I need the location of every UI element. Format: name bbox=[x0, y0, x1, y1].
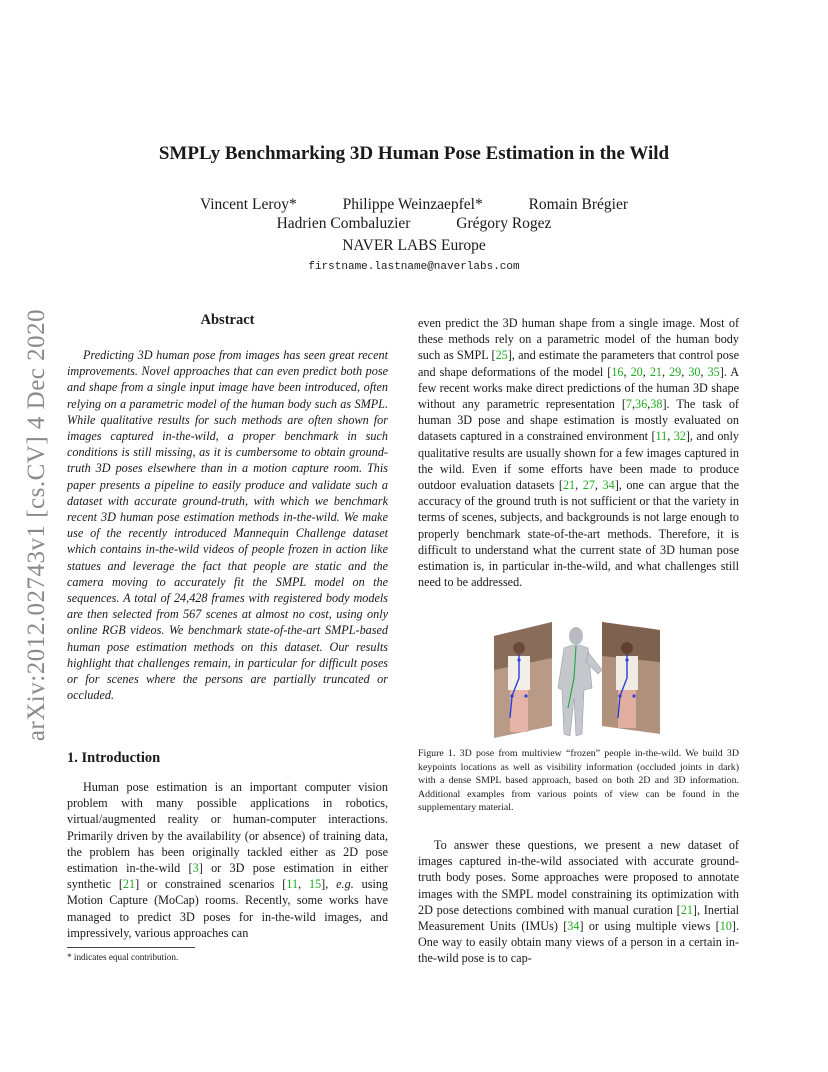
citation-link[interactable]: 10 bbox=[719, 919, 732, 934]
body-paragraph: even predict the 3D human shape from a single image. Most of these methods rely on a parametric model of the human body such as SMPL [25], and estimate the parameters that control pose and shape deformations of the model [16, 20, 21, 29, 30, 35]. A few recent works make direct predictions of the human 3D shape without any parametric representation [7,36,38]. The task of human 3D pose and shape estimation is mostly evaluated on datasets captured in a constrained environment [11, 32], and only qualitative results are usually shown for a few images captured in the wild. Even if some efforts have been made to produce outdoor evaluation datasets [21, 27, 34], one can argue that the accuracy of the ground truth is not sufficient or that the variety in terms of scenes, subjects, and backgrounds is not large enough to properly benchmark state-of-the-art methods. Therefore, it is difficult to understand what the current state of 3D human pose estimation is, in particular in-the-wild, and what challenges still need to be addressed. bbox=[418, 316, 740, 590]
authors-line-1 bbox=[0, 196, 828, 214]
citation-link[interactable]: 29 bbox=[669, 364, 682, 379]
arxiv-id: arXiv:2012.02743v1 [cs.CV] 4 Dec 2020 bbox=[23, 308, 50, 742]
arxiv-sidebar-stamp bbox=[22, 290, 52, 760]
paper-title: SMPLy Benchmarking 3D Human Pose Estimation in the Wild bbox=[158, 143, 670, 164]
left-photo bbox=[494, 622, 552, 738]
citation-link[interactable]: 21 bbox=[122, 877, 136, 892]
citation-link[interactable]: 32 bbox=[673, 429, 686, 444]
citation-link[interactable]: 3 bbox=[192, 861, 199, 876]
right-column-top-text bbox=[418, 315, 739, 590]
citation-link[interactable]: 27 bbox=[582, 478, 595, 493]
citation-link[interactable]: 20 bbox=[630, 364, 643, 379]
citation-link[interactable]: 30 bbox=[688, 364, 701, 379]
right-column-bottom-text bbox=[418, 837, 739, 967]
intro-paragraph: Human pose estimation is an important computer vision problem with many possible applications in robotics, virtual/augmented reality or human-computer interactions. Primarily driven by the availability (or absence) of training data, the problem has been originally tackled either as 2D pose estimation in-the-wild [3] or 3D pose estimation in either synthetic [21] or constrained scenarios [11, 15], e.g. using Motion Capture (MoCap) rooms. Recently, some works have managed to predict 3D poses for in-the-wild images, and impressively, various approaches can bbox=[67, 780, 389, 940]
center-mesh bbox=[558, 627, 602, 736]
citation-link[interactable]: 34 bbox=[567, 919, 580, 934]
intro-text bbox=[67, 779, 388, 941]
abstract-paragraph: Predicting 3D human pose from images has seen great recent improvements. Novel approaches that can even predict both pose and shape from a single input image have been introduced, often relying on a parametric model of the human body such as SMPL. While qualitative results for such methods are often shown for images captured in-the-wild, a proper benchmark in such conditions is still missing, as it is cumbersome to obtain ground-truth 3D poses elsewhere than in a motion capture room. This paper presents a pipeline to easily produce and validate such a dataset with accurate ground-truth, with which we benchmark recent 3D human pose estimation methods in-the-wild. We make use of the recently introduced Mannequin Challenge dataset which contains in-the-wild videos of people frozen in action like statues and leverage the fact that people are static and the camera moving to accurately fit the SMPL model on the sequences. A total of 24,428 frames with registered body models are then selected from 567 scenes at almost no cost, using only online RGB videos. We benchmark state-of-the-art SMPL-based human pose estimation methods on this dataset. Our results highlight that challenges remain, in particular for difficult poses or for scenes where the persons are partially truncated or occluded. bbox=[67, 348, 388, 703]
author: Hadrien Combaluzier bbox=[276, 215, 411, 232]
author: Romain Brégier bbox=[528, 196, 629, 213]
figure-1-caption: Figure 1. 3D pose from multiview “frozen” people in-the-wild. We build 3D keypoints locations as well as visibility information (occluded joints in dark) with a dense SMPL based approach, based on both 2D and 3D information. Additional examples from various points of view can be found in the supplementary material. bbox=[418, 748, 739, 814]
abstract-text bbox=[67, 347, 388, 703]
citation-link[interactable]: 34 bbox=[602, 478, 615, 493]
citation-link[interactable]: 38 bbox=[650, 397, 663, 412]
footnote-rule bbox=[67, 947, 195, 948]
abstract-heading: Abstract bbox=[200, 312, 255, 328]
citation-link[interactable]: 21 bbox=[680, 902, 693, 917]
affiliation: NAVER LABS Europe bbox=[342, 237, 486, 254]
author-email: firstname.lastname@naverlabs.com bbox=[308, 261, 520, 273]
footnote: * indicates equal contribution. bbox=[67, 952, 179, 962]
citation-link[interactable]: 25 bbox=[495, 348, 508, 363]
citation-link[interactable]: 7 bbox=[625, 397, 632, 412]
intro-heading: 1. Introduction bbox=[67, 750, 161, 766]
author: Grégory Rogez bbox=[456, 215, 552, 232]
citation-link[interactable]: 15 bbox=[308, 877, 322, 892]
citation-link[interactable]: 35 bbox=[707, 364, 720, 379]
figure-1-image bbox=[490, 618, 662, 740]
citation-link[interactable]: 16 bbox=[611, 364, 624, 379]
authors-line-2 bbox=[0, 215, 828, 233]
citation-link[interactable]: 11 bbox=[655, 429, 668, 444]
citation-link[interactable]: 21 bbox=[649, 364, 662, 379]
body-paragraph: To answer these questions, we present a new dataset of images captured in-the-wild associated with accurate ground-truth body poses. Some approaches were proposed to annotate images with the SMPL model constraining its optimization with 2D pose detections combined with manual curation [21], Inertial Measurement Units (IMUs) [34] or using multiple views [10]. One way to easily obtain many views of a person in a certain in-the-wild pose is to cap- bbox=[418, 838, 740, 966]
citation-link[interactable]: 11 bbox=[286, 877, 299, 892]
right-photo bbox=[602, 622, 660, 734]
author: Vincent Leroy* bbox=[199, 196, 297, 213]
citation-link[interactable]: 21 bbox=[562, 478, 576, 493]
citation-link[interactable]: 36 bbox=[635, 397, 648, 412]
author: Philippe Weinzaepfel* bbox=[342, 196, 483, 213]
